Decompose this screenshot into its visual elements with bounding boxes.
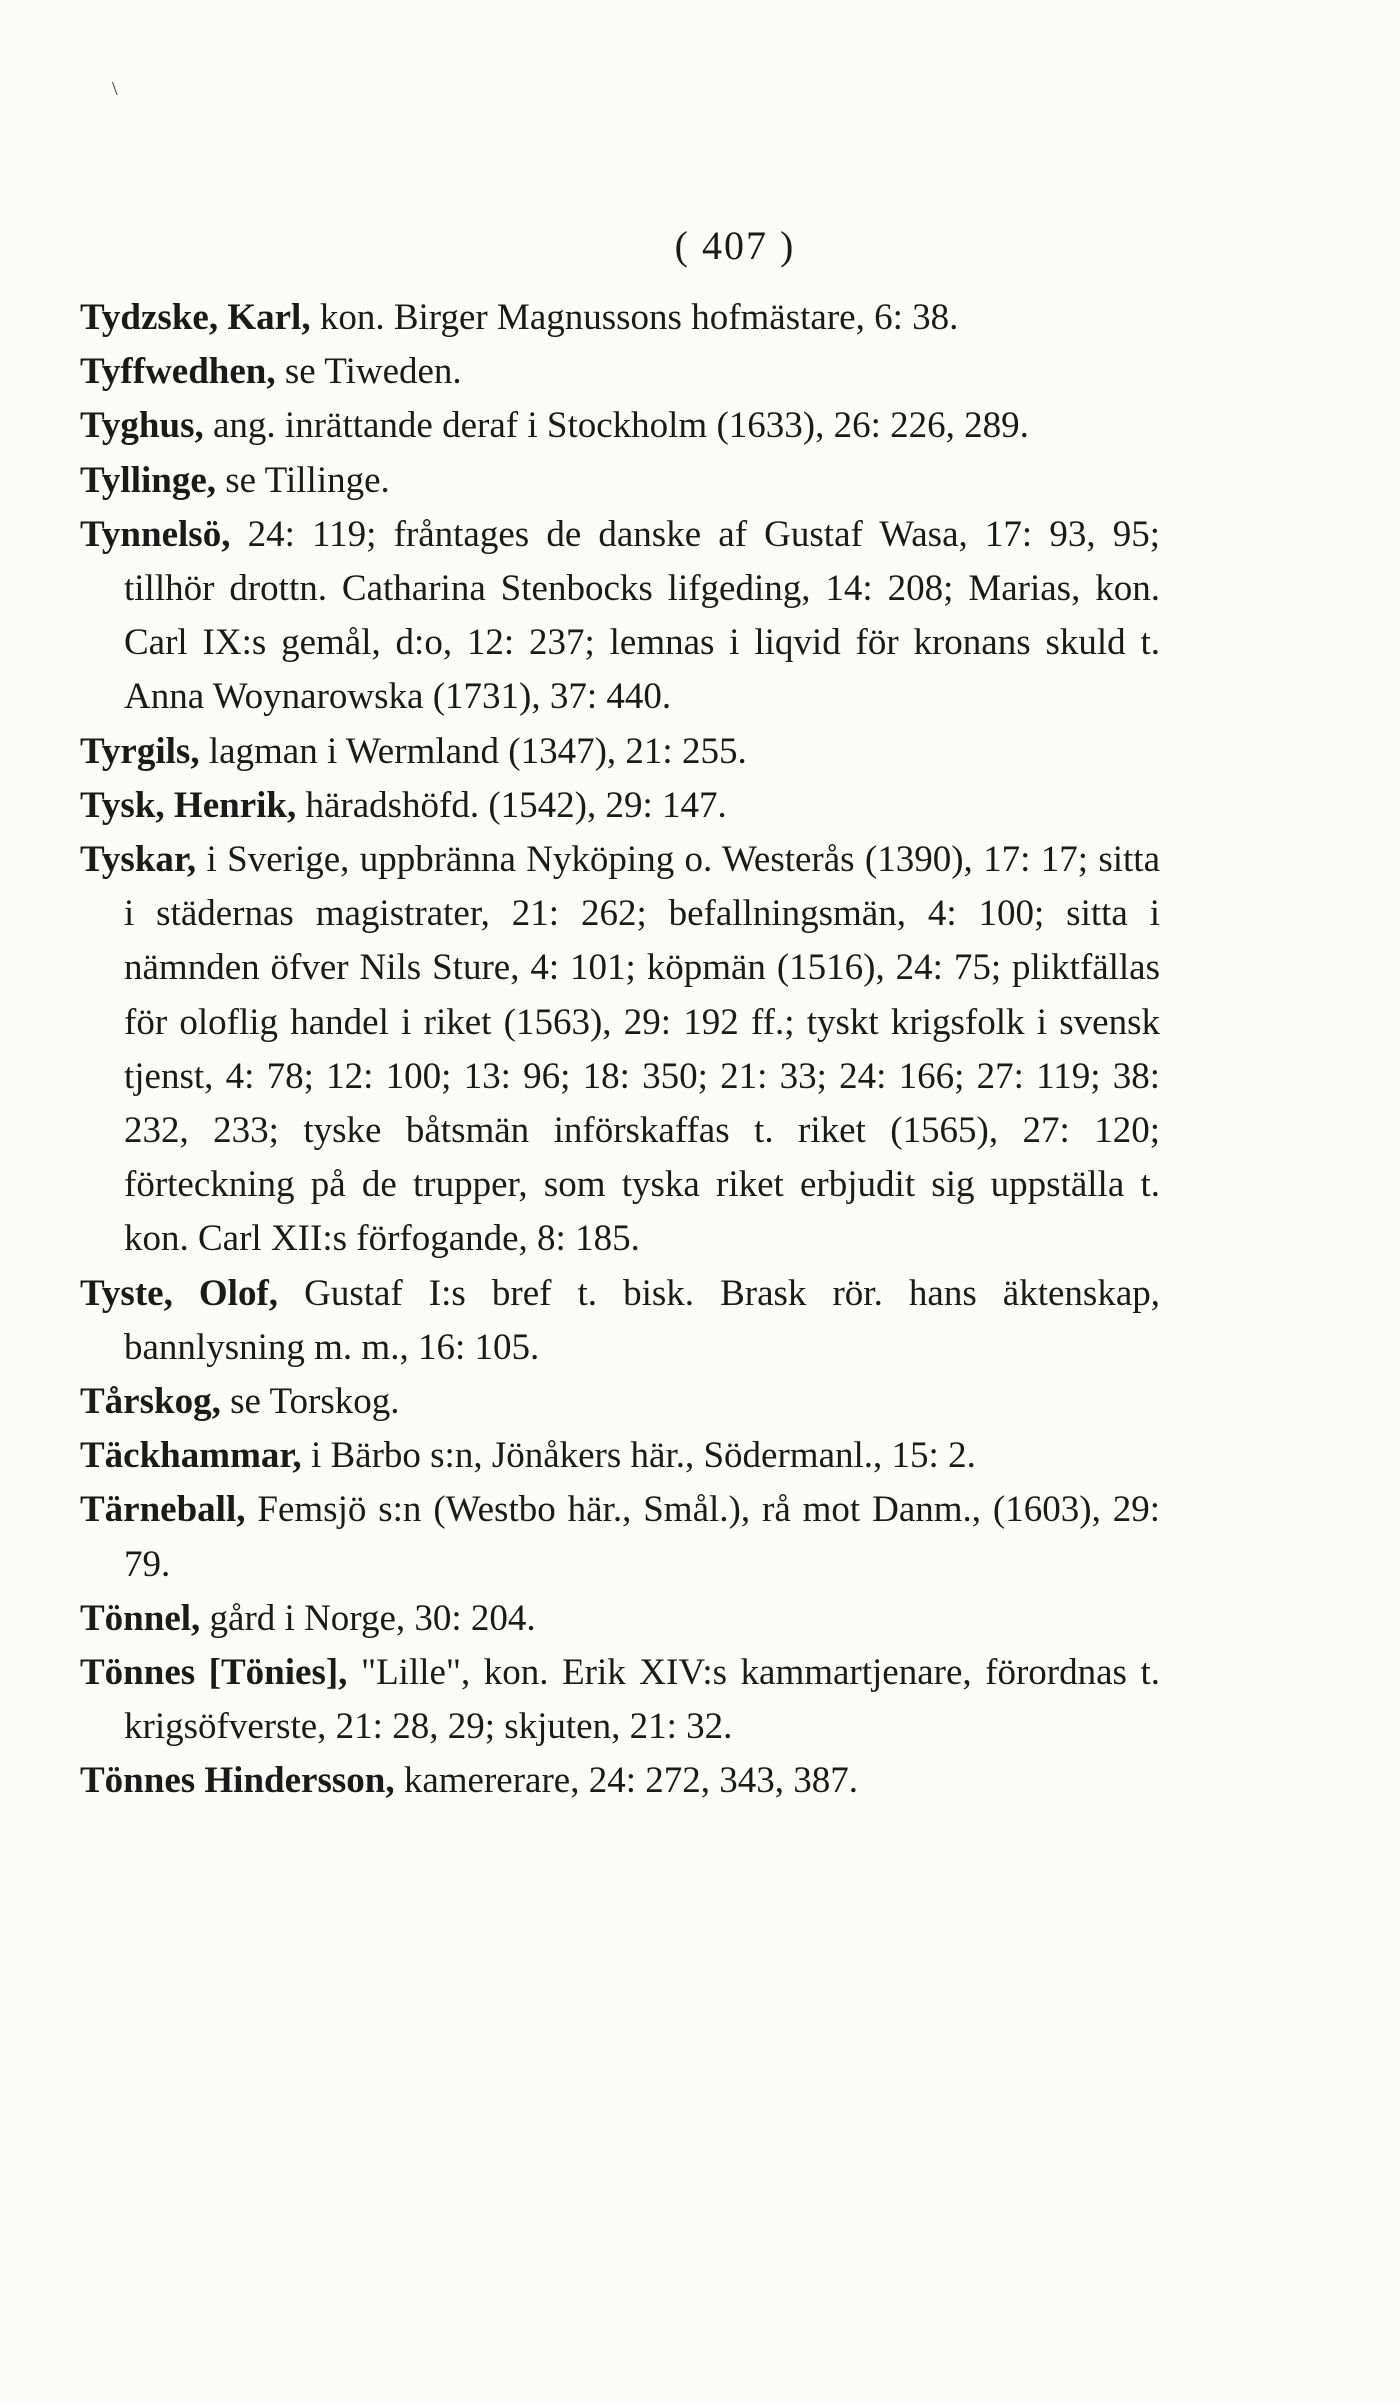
entry-text: se Tiweden. [275,351,462,393]
entry-headword: Tysk, Henrik, [80,784,297,826]
entry-text: 24: 119; fråntages de danske af Gustaf Wasa, 17: 93, 95; tillhör drottn. Catharina Stenbocks lifgeding, 14: 208; Marias, kon. Carl IX:s gemål, d:o, 12: 237; lemnas i liqvid för kronans skuld t. Anna Woynarowska (1731), 37: 440. [124,513,1160,718]
entry-text: i Bärbo s:n, Jönåkers här., Södermanl., 15: 2. [301,1435,976,1477]
entry-headword: Tyffwedhen, [80,351,276,393]
entry-text: kon. Birger Magnussons hofmästare, 6: 38. [310,297,959,338]
index-entry [80,725,1160,779]
index-entry [80,454,1160,508]
index-entry [80,1375,1160,1429]
entry-headword: Tyghus, [80,405,204,447]
entry-text: se Tillinge. [216,459,390,501]
entry-text: Gustaf I:s bref t. bisk. Brask rör. hans äktenskap, bannlysning m. m., 16: 105. [124,1272,1160,1368]
index-entry [80,779,1160,833]
entry-headword: Tydzske, Karl, [80,297,311,338]
index-entry [80,1754,1160,1808]
entry-text: i Sverige, uppbränna Nyköping o. Westerås (1390), 17: 17; sitta i städernas magistrater, 21: 262; befallningsmän, 4: 100; sitta i nämnden öfver Nils Sture, 4: 101; köpmän (1516), 24: 75; pliktfällas för oloflig handel i riket (1563), 29: 192 ff.; tyskt krigsfolk i svensk tjenst, 4: 78; 12: 100; 13: 96; 18: 350; 21: 33; 24: 166; 27: 119; 38: 232, 233; tyske båtsmän införskaffas t. riket (1565), 27: 120; förteckning på de trupper, som tyska riket erbjudit sig uppställa t. kon. Carl XII:s förfogande, 8: 185. [124,839,1160,1260]
entry-text: se Torskog. [220,1381,400,1423]
entry-headword: Tyste, Olof, [80,1272,279,1314]
entry-headword: Tönnes Hindersson, [80,1760,395,1802]
index-entry [80,1592,1160,1646]
entry-text: kamererare, 24: 272, 343, 387. [394,1760,858,1802]
entry-text: "Lille", kon. Erik XIV:s kammartjenare, förordnas t. krigsöfverste, 21: 28, 29; skjuten, 21: 32. [124,1652,1161,1748]
entry-headword: Täckhammar, [80,1435,302,1477]
entry-text: gård i Norge, 30: 204. [200,1597,536,1639]
entry-text: ang. inrättande deraf i Stockholm (1633), 26: 226, 289. [203,405,1029,447]
stray-mark: \ [112,78,118,100]
index-entry [80,291,1160,345]
index-entry [80,1646,1160,1754]
entry-headword: Tönnel, [80,1597,201,1639]
entry-headword: Tönnes [Tönies], [80,1652,348,1694]
index-entry [80,508,1160,725]
index-entry [80,833,1160,1267]
entry-headword: Tyrgils, [80,730,200,772]
index-entry [80,1429,1160,1483]
index-entries [80,291,1160,1809]
entry-text: lagman i Wermland (1347), 21: 255. [199,730,747,772]
page-number: ( 407 ) [674,223,796,268]
entry-headword: Tyllinge, [80,459,217,501]
index-entry [80,1267,1160,1375]
index-entry [80,399,1160,453]
entry-headword: Tynnelsö, [80,513,231,555]
index-entry [80,1483,1160,1591]
entry-headword: Tårskog, [80,1381,221,1423]
entry-text: häradshöfd. (1542), 29: 147. [296,784,727,826]
entry-headword: Tyskar, [80,839,197,881]
entry-text: Femsjö s:n (Westbo här., Smål.), rå mot Danm., (1603), 29: 79. [124,1489,1160,1585]
index-entry [80,345,1160,399]
entry-headword: Tärneball, [80,1489,246,1531]
